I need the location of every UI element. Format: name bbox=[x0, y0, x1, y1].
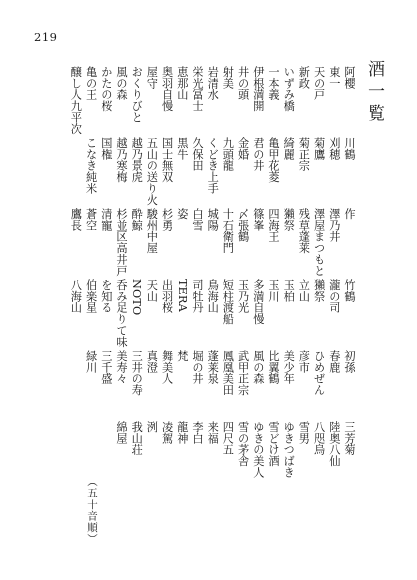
sake-entry: を知る bbox=[99, 279, 113, 314]
sake-entry: 君の井 bbox=[251, 137, 265, 172]
page-title: 酒一覧 bbox=[364, 60, 384, 126]
sake-entry: 栄光冨士 bbox=[191, 66, 204, 112]
sake-entry: 醸し人九平次 bbox=[69, 66, 83, 135]
sake-entry: 刈穂 bbox=[327, 137, 341, 160]
order-note: （五十音順） bbox=[86, 476, 98, 545]
sake-entry: 亀の王 bbox=[84, 66, 98, 101]
sake-entry: 岩清水 bbox=[206, 66, 220, 101]
sake-entry: 〆張鶴 bbox=[236, 208, 250, 243]
sake-entry: 奥羽自慢 bbox=[160, 66, 174, 112]
sake-entry: 玉川 bbox=[267, 279, 280, 302]
sake-entry: 越乃寒梅 bbox=[115, 137, 128, 183]
sake-entry: 獺祭 bbox=[282, 208, 296, 231]
sake-entry: 龍神 bbox=[175, 421, 189, 444]
sake-entry: 竹鶴 bbox=[343, 279, 356, 302]
page-number: 219 bbox=[34, 30, 58, 44]
sake-entry: かたの桜 bbox=[99, 66, 113, 112]
sake-entry: 酔鯨 bbox=[130, 208, 144, 231]
sake-entry: 風の森 bbox=[115, 66, 128, 101]
sake-entry: TERA bbox=[175, 279, 189, 312]
sake-entry: 東一 bbox=[327, 66, 341, 89]
sake-entry: ひめぜん bbox=[312, 350, 326, 396]
sake-entry: NOTO bbox=[130, 279, 144, 316]
sake-entry: 獺祭 bbox=[312, 279, 326, 302]
sake-entry: 越乃景虎 bbox=[130, 137, 144, 183]
sake-entry: ゆきつばき bbox=[282, 421, 296, 478]
sake-entry: 美少年 bbox=[282, 350, 296, 385]
sake-entry: 伯楽星 bbox=[84, 279, 98, 314]
sake-entry: 篠峯 bbox=[251, 208, 265, 231]
sake-entry: 清寵 bbox=[99, 208, 113, 231]
sake-entry: 駿州中屋 bbox=[145, 208, 159, 254]
sake-entry: 八咫烏 bbox=[312, 421, 326, 456]
sake-entry: 天の戸 bbox=[312, 66, 326, 101]
sake-entry: 屋守 bbox=[145, 66, 159, 89]
sake-entry: 伊根満開 bbox=[251, 66, 265, 112]
sake-entry: 瀧の司 bbox=[327, 279, 341, 314]
sake-entry: 雪どけ酒 bbox=[267, 421, 280, 467]
sake-entry: 菊正宗 bbox=[297, 137, 311, 172]
sake-entry: 姿 bbox=[175, 208, 189, 220]
sake-entry: 梵 bbox=[175, 350, 189, 362]
sake-entry: 舞美人 bbox=[160, 350, 174, 385]
sake-entry: 我山荘 bbox=[130, 421, 144, 456]
sake-entry: 新政 bbox=[297, 66, 311, 89]
sake-entry: 菊鷹 bbox=[312, 137, 326, 160]
sake-entry: 李白 bbox=[191, 421, 204, 444]
sake-entry: 蓬莱泉 bbox=[206, 350, 220, 385]
sake-entry: 緑川 bbox=[84, 350, 98, 373]
sake-entry: 澤屋まつもと bbox=[312, 208, 326, 277]
sake-entry: 五山の送り火 bbox=[145, 137, 159, 206]
sake-entry: くどき上手 bbox=[206, 137, 220, 194]
sake-entry: 川鶴 bbox=[343, 137, 356, 160]
sake-entry: こなき純米 bbox=[84, 137, 98, 194]
sake-entry: 雪の茅舎 bbox=[236, 421, 250, 467]
sake-entry: 初孫 bbox=[343, 350, 356, 373]
sake-entry: 鷹長 bbox=[69, 208, 83, 231]
sake-entry: 澤乃井 bbox=[327, 208, 341, 243]
sake-entry: 司牡丹 bbox=[191, 279, 204, 314]
sake-entry: 射美 bbox=[221, 66, 235, 89]
sake-entry: 国権 bbox=[99, 137, 113, 160]
sake-entry: 鳳凰美田 bbox=[221, 350, 235, 396]
sake-entry: 春鹿 bbox=[327, 350, 341, 373]
sake-entry: 天山 bbox=[145, 279, 159, 302]
sake-entry: 真澄 bbox=[145, 350, 159, 373]
sake-entry: 陸奥八仙 bbox=[327, 421, 341, 467]
sake-entry: 阿櫻 bbox=[343, 66, 356, 89]
sake-entry: 八海山 bbox=[69, 279, 83, 314]
sake-entry: 杉勇 bbox=[160, 208, 174, 231]
sake-entry: 短柱渡船 bbox=[221, 279, 235, 325]
sake-entry: 武甲正宗 bbox=[236, 350, 250, 396]
sake-entry: 洌 bbox=[145, 421, 159, 433]
sake-entry: ゆきの美人 bbox=[251, 421, 265, 478]
sake-entry: 一本義 bbox=[267, 66, 280, 101]
sake-entry: いずみ橋 bbox=[282, 66, 296, 112]
sake-entry: 風の森 bbox=[251, 350, 265, 385]
sake-entry: 蒼空 bbox=[84, 208, 98, 231]
sake-entry: 三芳菊 bbox=[343, 421, 356, 456]
sake-entry: 恵那山 bbox=[175, 66, 189, 101]
sake-entry: 国士無双 bbox=[160, 137, 174, 183]
sake-entry: 白雪 bbox=[191, 208, 204, 231]
sake-entry: 九頭龍 bbox=[221, 137, 235, 172]
sake-entry: 金婚 bbox=[236, 137, 250, 160]
sake-entry: 作 bbox=[343, 208, 356, 220]
sake-entry: 玉柏 bbox=[282, 279, 296, 302]
sake-entry: 四尺五 bbox=[221, 421, 235, 456]
sake-entry: 久保田 bbox=[191, 137, 204, 172]
sake-entry: 鳥海山 bbox=[206, 279, 220, 314]
sake-entry: 綿屋 bbox=[115, 421, 128, 444]
sake-entry: 綺麗 bbox=[282, 137, 296, 160]
sake-entry: 美寿々 bbox=[115, 350, 128, 385]
sake-entry: 凌駕 bbox=[160, 421, 174, 444]
sake-entry: 残草蓬莱 bbox=[297, 208, 311, 254]
sake-entry: 井の頭 bbox=[236, 66, 250, 101]
sake-entry: 三井の寿 bbox=[130, 350, 144, 396]
sake-entry: 堀の井 bbox=[191, 350, 204, 385]
sake-entry: 出羽桜 bbox=[160, 279, 174, 314]
sake-entry: 十石衛門 bbox=[221, 208, 235, 254]
sake-entry: 黒牛 bbox=[175, 137, 189, 160]
sake-entry: 来福 bbox=[206, 421, 220, 444]
sake-entry: 比翼鶴 bbox=[267, 350, 280, 385]
sake-entry: 城陽 bbox=[206, 208, 220, 231]
sake-entry: 多満自慢 bbox=[251, 279, 265, 325]
sake-entry: おくりびと bbox=[130, 66, 144, 123]
sake-entry: 雪男 bbox=[297, 421, 311, 444]
sake-entry: 玉乃光 bbox=[236, 279, 250, 314]
sake-entry: 亀甲花菱 bbox=[267, 137, 280, 183]
sake-entry: 四海王 bbox=[267, 208, 280, 243]
sake-entry: 杉並区高井戸 bbox=[115, 208, 128, 277]
sake-entry: 三千盛 bbox=[99, 350, 113, 385]
sake-entry: 彦市 bbox=[297, 350, 311, 373]
sake-entry: 立山 bbox=[297, 279, 311, 302]
sake-entry: 呑み足りて味 bbox=[115, 279, 128, 348]
